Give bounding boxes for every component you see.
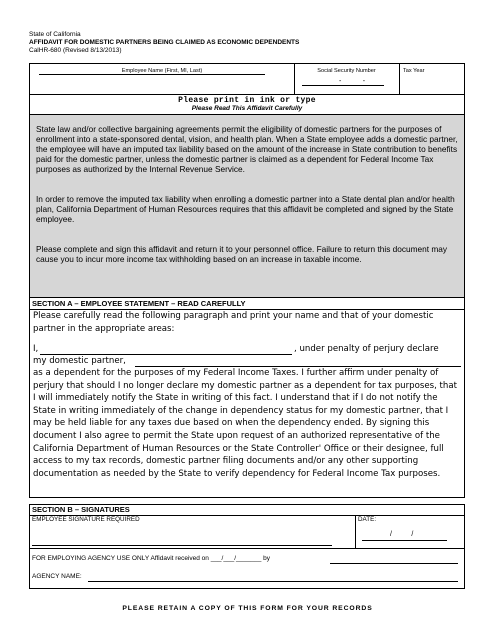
instructions-box — [29, 115, 465, 298]
date-cell[interactable] — [356, 515, 464, 549]
form-title: AFFIDAVIT FOR DOMESTIC PARTNERS BEING CLAIMED AS ECONOMIC DEPENDENTS — [29, 39, 300, 46]
employee-name-line[interactable] — [39, 74, 265, 75]
ssn-separators: - - — [339, 78, 366, 85]
agency-name-line[interactable] — [88, 581, 458, 582]
form-id: CalHR-680 (Revised 8/13/2013) — [29, 47, 122, 54]
date-line[interactable] — [362, 540, 447, 541]
print-ink-note: Please print in ink or type — [178, 96, 316, 105]
date-slashes: / / — [390, 531, 414, 538]
section-b-title: SECTION B – SIGNATURES — [32, 505, 130, 514]
ssn-line[interactable] — [302, 85, 384, 86]
agency-use-line-text: FOR EMPLOYING AGENCY USE ONLY Affidavit received on ___/___/_______ by — [32, 555, 270, 562]
state-label: State of California — [29, 31, 81, 38]
agency-name-label: AGENCY NAME: — [32, 573, 82, 580]
tax-year-label: Tax Year — [403, 68, 425, 74]
instruction-bar — [29, 95, 465, 115]
section-a-header — [30, 298, 464, 310]
ssn-label: Social Security Number — [317, 68, 376, 74]
signature-line[interactable] — [32, 545, 332, 546]
date-label: DATE: — [358, 516, 377, 523]
instructions-paragraph-1: State law and/or collective bargaining agreements permit the eligibility of domestic partners for the purposes of enrollment into a state-sponsored dental, vision, and health plan. When a State employee adds a domestic partner, the employee will have an imputed tax liability based on the amount of the increase in State contribution to benefits paid for the domestic partner, unless the domestic partner is claimed as a dependent for Federal Income Tax purposes as authorized by the Internal Revenue Service. — [36, 124, 458, 174]
section-a-box — [29, 298, 465, 498]
section-a-statement: as a dependent for the purposes of my Federal Income Taxes. I further affirm under penalty of perjury that should I no longer declare my domestic partner as a dependent for tax purposes, that I will immediately notify the State in writing of this fact. I understand that if I do not notify the State in writing immediately of the change in dependency status for my domestic partner, that I may be held liable for any taxes due based on when the dependency ended. By signing this document I also agree to permit the State upon request of an authorized representative of the California Department of Human Resources or the State Controller' Office or their designee, full access to my tax records, domestic partner filing documents and/or any other supporting documentation as needed by the State to verify dependency for Federal Income Tax purposes. — [33, 368, 458, 479]
section-b-box — [29, 504, 465, 589]
instructions-paragraph-3: Please complete and sign this affidavit and return it to your personnel office. Failure to return this document may cause you to incur more income tax withholding based on an increase in taxable income. — [36, 244, 448, 264]
employee-info-row — [29, 63, 465, 95]
received-by-line[interactable] — [330, 563, 458, 564]
section-a-title: SECTION A – EMPLOYEE STATEMENT – READ CAREFULLY — [32, 299, 246, 308]
employee-name-label: Employee Name (First, MI, Last) — [121, 68, 203, 74]
signature-label: EMPLOYEE SIGNATURE REQUIRED — [32, 516, 140, 523]
ssn-cell[interactable] — [294, 64, 400, 94]
tax-year-cell[interactable] — [400, 64, 464, 94]
section-a-intro: Please carefully read the following paragraph and print your name and that of your domestic partner in the appropriate areas: — [33, 311, 434, 334]
declarant-prefix: I, — [33, 344, 39, 354]
employee-name-cell[interactable] — [30, 64, 295, 94]
read-carefully-note: Please Read This Affidavit Carefully — [191, 105, 303, 112]
penalty-clause: , under penalty of perjury declare — [294, 344, 439, 354]
retain-copy-note: PLEASE RETAIN A COPY OF THIS FORM FOR YOUR RECORDS — [122, 605, 373, 612]
partner-prefix: my domestic partner, — [33, 356, 126, 366]
signature-cell[interactable] — [30, 515, 356, 549]
instructions-paragraph-2: In order to remove the imputed tax liability when enrolling a domestic partner into a State dental plan and/or health plan, California Department of Human Resources requires that this affidavit be completed and signed by the State employee. — [36, 194, 455, 224]
